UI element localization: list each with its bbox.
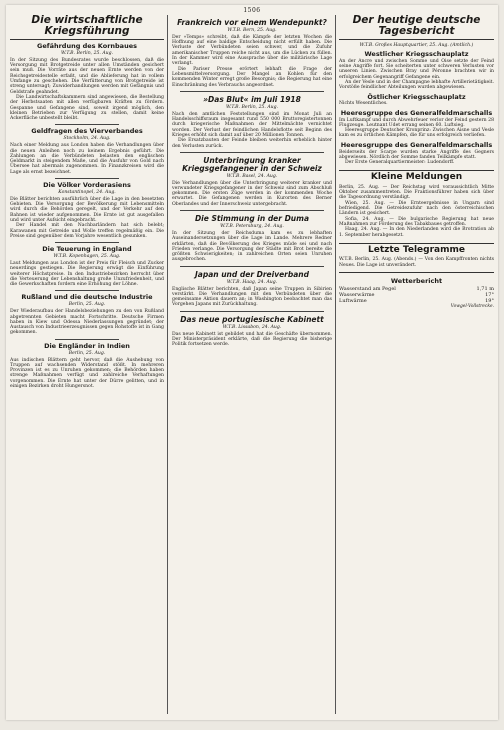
article-title: Unterbringung kranker Kriegsgefangener in der Schweiz	[182, 155, 322, 173]
weather-report	[339, 272, 494, 304]
article-teuerung	[10, 246, 164, 287]
article-paragraph: Der »Temps« schreibt, daß die Kämpfe der letzten Wochen die Hoffnung auf eine baldige Entscheidung nicht erfüllt haben. Die Verluste der Verbündeten seien schwer, und die Zufuhr amerikanischer Truppen reiche nicht aus, um die Lücken zu füllen. In der Kammer wird eine Aussprache über die militärische Lage verlangt.	[172, 34, 332, 67]
news-item: Wien, 25. Aug. — Die Ernteergebnisse in Ungarn sind befriedigend. Die Getreidezufuhr nach den österreichischen Ländern ist gesichert.	[339, 200, 494, 217]
article-portugal	[172, 316, 332, 348]
news-item: Berlin, 25. Aug. — Der Reichstag wird voraussichtlich Mitte Oktober zusammentreten. Die Fraktionsführer haben sich über die Tagesordnung verständigt.	[339, 184, 494, 201]
article-paragraph: An der Ancre und zwischen Somme und Oise setzte der Feind seine Angriffe fort. Sie scheiterten unter schweren Verlusten vor unseren Linien. Zwischen Bray und Péronne brachten wir in erfolgreichem Gegenangriff Gefangene ein.	[339, 58, 494, 80]
article-paragraph: Laut Meldungen aus London ist der Preis für Fleisch und Zucker neuerdings gestiegen. Die Regierung erwägt die Einführung weiterer Höchstpreise. In den Industriebezirken herrscht über die Verteuerung der Lebenshaltung große Unzufriedenheit, und die Gewerkschaften fordern eine Erhöhung der Löhne.	[10, 261, 164, 288]
column-war-report	[339, 15, 494, 714]
weather-value: 19°	[485, 297, 494, 304]
article-dateline: W.T.B. Bern, 25. Aug.	[227, 27, 277, 33]
article-divider	[180, 210, 324, 211]
page-number: 1506	[243, 7, 261, 14]
letzte-telegramme	[339, 257, 494, 268]
article-kornbau	[10, 43, 164, 121]
article-dateline: W.T.B. Berlin, 25. Aug.	[60, 50, 114, 56]
report-subline: W.T.B. Großes Hauptquartier, 25. Aug. (Amtlich.)	[359, 43, 474, 49]
weather-value: 1,71 m	[476, 285, 494, 292]
news-item: Sofia, 24. Aug. — Die bulgarische Regierung hat neue Maßnahmen zur Förderung des Tabakbaues getroffen.	[339, 216, 494, 227]
article-dateline: Stockholm, 24. Aug.	[63, 136, 111, 142]
section-headline-kleine-meldungen: Kleine Meldungen	[339, 170, 494, 182]
article-paragraph: Im Luftkampf und durch Abwehrfeuer verlor der Feind gestern 28 Flugzeuge. Leutnant Udet errang seinen 60. Luftsieg.	[339, 117, 494, 128]
article-title: Frankreich vor einem Wendepunkt?	[177, 18, 327, 27]
weather-title: Wetterbericht	[390, 276, 443, 285]
article-paragraph: Nach einer Meldung aus London haben die Verhandlungen über die neuen Anleihen noch zu keinem Ergebnis geführt. Die Zahlungen an die Verbündeten belasten den englischen Geldmarkt in steigendem Maße, und die Ausfuhr von Gold nach Übersee hat abermals zugenommen. In Finanzkreisen wird die Lage als ernst bezeichnet.	[10, 143, 164, 175]
article-dateline: W.T.B. Kopenhagen, 25. Aug.	[53, 254, 121, 259]
column-foreign	[172, 15, 332, 714]
article-indien	[10, 343, 164, 390]
column-rule-right	[335, 15, 336, 714]
article-title: Geldfragen des Vierverbandes	[31, 127, 143, 136]
article-paragraph: Der Wiederaufbau der Handelsbeziehungen zu den von Rußland abgetrennten Gebieten macht Fortschritte. Deutsche Firmen haben in Kiew und Odessa Niederlassungen gegründet; der Austausch von Industrieerzeugnissen gegen Rohstoffe ist in Gang gekommen.	[10, 309, 164, 336]
article-divider	[180, 311, 324, 312]
kleine-meldungen	[339, 185, 494, 238]
article-paragraph: Nach den amtlichen Feststellungen sind im Monat Juli an Handelsschiffsraum insgesamt rund 550 000 Bruttoregistertonnen durch kriegerische Maßnahmen der Mittelmächte vernichtet worden. Der Verlust der feindlichen Handelsflotte seit Beginn des Krieges erhöht sich damit auf über 20 Millionen Tonnen.	[172, 111, 332, 138]
article-paragraph: Beiderseits der Scarpe wurden starke Angriffe des Gegners abgewiesen. Nördlich der Somme fanden Teilkämpfe statt.	[339, 149, 494, 160]
article-divider	[55, 178, 119, 179]
newspaper-page	[6, 5, 498, 720]
section-headline-letzte-telegramme: Letzte Telegramme	[339, 243, 494, 255]
report-section-title: Östlicher Kriegsschauplatz	[367, 92, 466, 101]
article-divider	[180, 152, 324, 153]
article-paragraph: Die Blätter berichten ausführlich über die Lage in den besetzten Gebieten. Die Versorgung der Bevölkerung mit Lebensmitteln wird durch die Behörden geregelt, und der Verkehr auf den Bahnen ist wieder aufgenommen. Die Ernte ist gut ausgefallen und wird unter Aufsicht eingebracht.	[10, 196, 164, 223]
report-army-group-1	[339, 110, 494, 139]
column-rule-left	[167, 15, 168, 714]
article-dateline: Konstantinopel, 24. Aug.	[58, 189, 116, 195]
article-dateline: W.T.B. Lissabon, 24. Aug.	[222, 324, 282, 330]
article-title: Die Engländer in Indien	[44, 341, 130, 350]
article-divider	[55, 124, 119, 125]
article-divider	[55, 290, 119, 291]
article-title: Rußland und die deutsche Industrie	[21, 293, 153, 302]
article-divider	[55, 242, 119, 243]
article-dateline: W.T.B. Berlin, 25. Aug.	[225, 104, 279, 110]
article-paragraph: Die Pariser Presse erörtert lebhaft die Frage der Lebensmittelversorgung. Der Mangel an Kohlen für den kommenden Winter erregt große Besorgnis; die Regierung hat eine Einschränkung des Verbrauchs angeordnet.	[172, 66, 332, 88]
article-title: Die Teuerung in England	[42, 245, 132, 254]
article-duma	[172, 215, 332, 263]
article-russland	[10, 294, 164, 335]
article-vorderasien	[10, 182, 164, 239]
article-paragraph: An der Vesle und in der Champagne lebhafte Artillerietätigkeit. Vorstöße feindlicher Abteilungen wurden abgewiesen.	[339, 80, 494, 91]
report-army-group-2	[339, 142, 494, 166]
article-paragraph: Nichts Wesentliches.	[339, 101, 388, 107]
weather-value: 17°	[485, 291, 494, 298]
column-footer: Vowgel-Vollstrecke.	[450, 303, 494, 309]
article-title: Die Stimmung in der Duma	[194, 214, 310, 224]
weather-label: Luftwärme	[339, 297, 367, 304]
article-title: Die Völker Vorderasiens	[43, 181, 131, 189]
article-paragraph: In der Sitzung des Bundesrates wurde beschlossen, daß die Versorgung mit Brotgetreide unter allen Umständen gesichert sein muß. Die Vorräte aus der neuen Ernte werden von der Reichsgetreidestelle erfaßt, und die Ablieferung hat in vollem Umfange zu geschehen. Die Verfütterung von Brotgetreide ist streng untersagt; Zuwiderhandlungen werden mit Gefängnis und Geldstrafe geahndet.	[10, 57, 164, 95]
report-section-title: Heeresgruppe des Generalfeldmarschalls	[340, 108, 493, 117]
column-economy	[10, 15, 164, 714]
report-section-title: Heeresgruppe des Generalfeldmarschalls	[340, 140, 493, 149]
news-item: W.T.B. Berlin, 25. Aug. (Abends.) — Von den Kampffronten nichts Neues. Die Lage ist unverändert.	[339, 257, 494, 268]
report-eastern-front	[339, 94, 494, 107]
article-divider	[180, 266, 324, 267]
article-title: Japan und der Dreiverband	[194, 269, 310, 279]
section-headline-tagesbericht: Der heutige deutsche Tagesbericht	[339, 15, 494, 40]
article-divider	[55, 339, 119, 340]
article-paragraph: Englische Blätter berichten, daß Japan seine Truppen in Sibirien verstärkt. Die Verhandlungen mit den Verbündeten über die gemeinsame Aktion dauern an; in Washington beobachtet man das Vorgehen Japans mit Zurückhaltung.	[172, 286, 332, 308]
article-geldfragen	[10, 128, 164, 175]
article-paragraph: Heeresgruppe Deutscher Kronprinz: Zwischen Aisne und Vesle kam es zu örtlichen Kämpfen, die für uns erfolgreich verliefen.	[339, 128, 494, 139]
article-title: »Das Blut« im Juli 1918	[203, 94, 301, 104]
article-title: Das neue portugiesische Kabinett	[180, 314, 324, 324]
article-dateline: Berlin, 25. Aug.	[68, 302, 106, 308]
article-paragraph: Der Erste Generalquartiermeister: Ludendorff.	[345, 160, 455, 166]
article-dateline: Berlin, 25. Aug.	[68, 350, 106, 356]
article-paragraph: Die Landwirtschaftskammern sind angewiesen, die Bestellung der Herbstsaaten mit allen verfügbaren Kräften zu fördern. Gespanne und Gefangene sind, soweit irgend möglich, den kleinen Betrieben zur Verfügung zu stellen, damit keine Ackerfläche unbestellt bleibt.	[10, 94, 164, 122]
section-headline-economy: Die wirtschaftliche Kriegsführung	[10, 15, 164, 40]
article-japan	[172, 271, 332, 308]
article-divider	[180, 91, 324, 92]
article-dateline: W.T.B. Haag, 24. Aug.	[226, 279, 278, 285]
article-title: Gefährdung des Kornbaues	[37, 42, 137, 51]
article-dateline: W.T.B. Petersburg, 24. Aug.	[220, 223, 284, 229]
article-paragraph: In der Sitzung der Reichsduma kam es zu lebhaften Auseinandersetzungen über die Lage im Lande. Mehrere Redner erklärten, daß die Bevölkerung des Krieges müde sei und nach Frieden verlange. Die Versorgung der Städte mit Brot bereite die größten Schwierigkeiten; in zahlreichen Orten seien Unruhen ausgebrochen.	[172, 230, 332, 263]
article-paragraph: Die Verhandlungen über die Unterbringung weiterer kranker und verwundeter Kriegsgefangener in der Schweiz sind zum Abschluß gekommen. Die ersten Züge werden in der kommenden Woche erwartet. Die Gefangenen werden in Kurorten des Berner Oberlandes und der Innerschweiz untergebracht.	[172, 180, 332, 207]
article-paragraph: Der Handel mit den Nachbarländern hat sich belebt; Karawanen mit Getreide und Wolle treffen regelmäßig ein. Die Preise sind gegenüber dem Vorjahre wesentlich gesunken.	[10, 223, 164, 239]
article-paragraph: Die Ersatzbauten der Feinde bleiben weiterhin erheblich hinter den Verlusten zurück.	[172, 138, 332, 149]
article-paragraph: Aus indischen Blättern geht hervor, daß die Aushebung von Truppen auf wachsenden Widerstand stößt. In mehreren Provinzen ist es zu Unruhen gekommen; die Behörden haben strenge Maßnahmen verfügt und zahlreiche Verhaftungen vorgenommen. Die Ernte hat unter der Dürre gelitten, und in einigen Bezirken droht Hungersnot.	[10, 357, 164, 390]
weather-label: Wasserwärme	[339, 291, 375, 298]
news-item: Haag, 24. Aug. — In den Niederlanden wird die Brotration ab 1. September herabgesetzt.	[339, 227, 494, 238]
article-blut-juli	[172, 96, 332, 149]
article-frankreich	[172, 19, 332, 88]
report-section-title: Westlicher Kriegsschauplatz	[364, 50, 469, 59]
article-dateline: W.T.B. Basel, 24. Aug.	[226, 173, 278, 179]
weather-label: Wasserstand am Pegel	[339, 285, 396, 292]
report-western-front	[339, 51, 494, 91]
article-kriegsgefangene	[172, 157, 332, 207]
article-paragraph: Das neue Kabinett ist gebildet und hat die Geschäfte übernommen. Der Ministerpräsident erklärte, daß die Regierung die bisherige Politik fortsetzen werde.	[172, 331, 332, 348]
